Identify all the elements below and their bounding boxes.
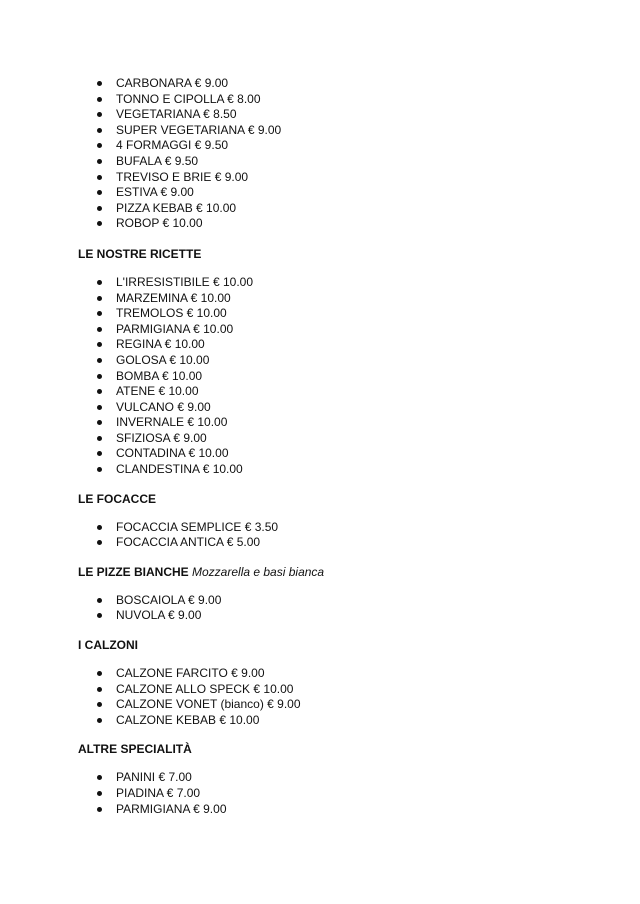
menu-item: L'IRRESISTIBILE € 10.00 [0,275,640,291]
menu-item: GOLOSA € 10.00 [0,353,640,369]
menu-item: ESTIVA € 9.00 [0,185,640,201]
menu-item: ATENE € 10.00 [0,384,640,400]
section-title: LE FOCACCE [78,491,156,506]
menu-list-calzoni [0,666,640,728]
menu-item: PIADINA € 7.00 [0,786,640,802]
menu-item: SFIZIOSA € 9.00 [0,431,640,447]
menu-list-pizze-bianche [0,593,640,624]
menu-item: SUPER VEGETARIANA € 9.00 [0,123,640,139]
menu-item: INVERNALE € 10.00 [0,415,640,431]
menu-item: PARMIGIANA € 10.00 [0,322,640,338]
menu-list-ricette [0,275,640,478]
menu-item: PIZZA KEBAB € 10.00 [0,201,640,217]
menu-item: NUVOLA € 9.00 [0,608,640,624]
menu-item: TREMOLOS € 10.00 [0,306,640,322]
menu-list-continued [0,76,640,232]
section-heading-altre-specialita [0,741,640,757]
menu-item: VEGETARIANA € 8.50 [0,107,640,123]
menu-item: FOCACCIA ANTICA € 5.00 [0,535,640,551]
section-title: LE NOSTRE RICETTE [78,246,202,261]
section-title: ALTRE SPECIALITÀ [78,742,192,757]
menu-item: BOMBA € 10.00 [0,369,640,385]
menu-item: REGINA € 10.00 [0,337,640,353]
menu-item: VULCANO € 9.00 [0,400,640,416]
menu-item: CALZONE FARCITO € 9.00 [0,666,640,682]
menu-item: 4 FORMAGGI € 9.50 [0,138,640,154]
section-heading-pizze-bianche [0,564,640,580]
menu-item: CALZONE ALLO SPECK € 10.00 [0,682,640,698]
menu-item: BOSCAIOLA € 9.00 [0,593,640,609]
section-title: I CALZONI [78,638,138,653]
menu-item: PANINI € 7.00 [0,770,640,786]
section-heading-calzoni [0,637,640,653]
menu-item: PARMIGIANA € 9.00 [0,802,640,818]
menu-item: TONNO E CIPOLLA € 8.00 [0,92,640,108]
section-heading-focacce [0,491,640,507]
section-title: LE PIZZE BIANCHE [78,564,189,579]
menu-item: CLANDESTINA € 10.00 [0,462,640,478]
menu-item: MARZEMINA € 10.00 [0,291,640,307]
menu-item: BUFALA € 9.50 [0,154,640,170]
menu-item: CALZONE VONET (bianco) € 9.00 [0,697,640,713]
menu-item: FOCACCIA SEMPLICE € 3.50 [0,520,640,536]
menu-item: ROBOP € 10.00 [0,216,640,232]
menu-list-altre-specialita [0,770,640,817]
menu-list-focacce [0,520,640,551]
menu-item: TREVISO E BRIE € 9.00 [0,170,640,186]
menu-item: CARBONARA € 9.00 [0,76,640,92]
section-subtitle: Mozzarella e basi bianca [192,564,325,579]
menu-item: CONTADINA € 10.00 [0,446,640,462]
menu-item: CALZONE KEBAB € 10.00 [0,713,640,729]
section-heading-ricette [0,246,640,262]
